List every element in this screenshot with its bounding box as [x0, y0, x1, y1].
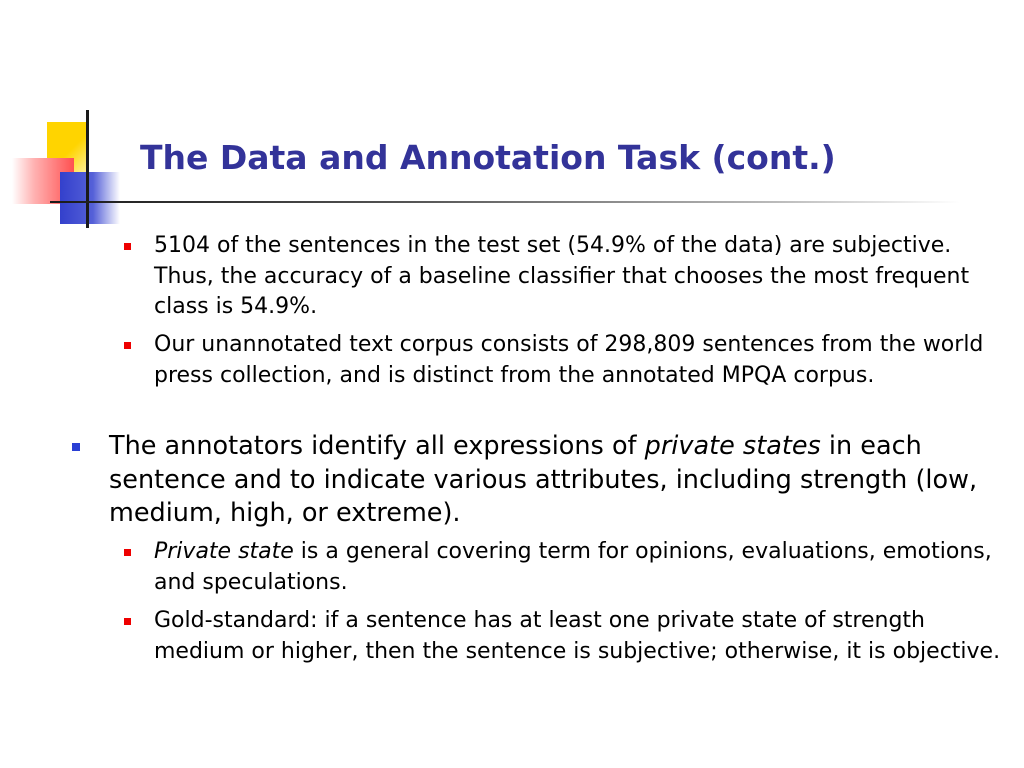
bullet-text: Gold-standard: if a sentence has at least one private state of strength medium or higher, then the sentence is subjective; otherwise, it is objective. [154, 608, 1001, 664]
bullet-text-after: in each sentence and to indicate various attributes, including strength (low, medium, high, or extreme). [109, 431, 978, 528]
red-square-bullet-icon [124, 549, 131, 556]
vertical-rule [86, 110, 89, 228]
bullet-text: Our unannotated text corpus consists of 298,809 sentences from the world press collection, and is distinct from the annotated MPQA corpus. [154, 332, 984, 388]
red-square-bullet-icon [124, 342, 131, 349]
slide-logo-decoration [0, 100, 150, 230]
red-square-bullet-icon [124, 618, 131, 625]
bullet-text-italic: Private state [154, 539, 294, 564]
bullet-text-before: The annotators identify all expressions of [109, 431, 645, 461]
bullet-item-test-set [154, 231, 1004, 323]
red-square-bullet-icon [124, 243, 131, 250]
bullet-item-private-state-definition [154, 537, 1004, 598]
bullet-item-unannotated-corpus [154, 330, 1004, 391]
slide-title: The Data and Annotation Task (cont.) [140, 138, 836, 177]
blue-square-bullet-icon [72, 443, 80, 451]
title-underline-rule [50, 201, 960, 203]
bullet-text: 5104 of the sentences in the test set (54.9% of the data) are subjective. Thus, the accuracy of a baseline classifier that chooses the most frequent class is 54.9%. [154, 233, 970, 319]
bullet-text-italic: private states [644, 431, 821, 461]
bullet-item-gold-standard [154, 606, 1004, 667]
bullet-text-after: is a general covering term for opinions, evaluations, emotions, and speculations. [154, 539, 992, 595]
bullet-item-annotators [109, 430, 1004, 531]
blue-square-decoration [60, 172, 120, 224]
